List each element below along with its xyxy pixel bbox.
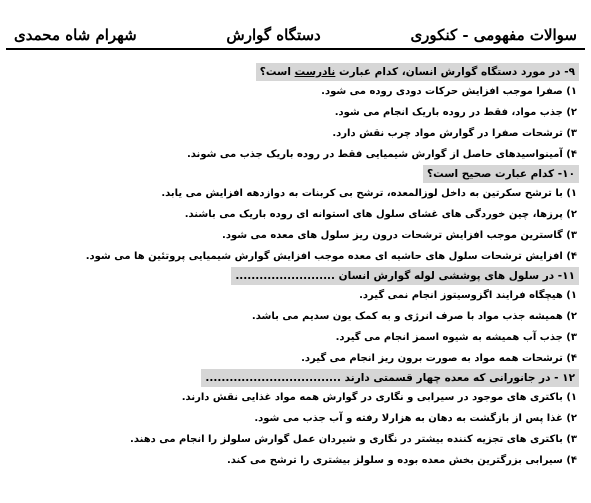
answer-option: ۲) غذا پس از بازگشت به دهان به هزارلا رفته و آب جذب می شود.	[254, 413, 577, 424]
answer-option: ۳) ترشحات صفرا در گوارش مواد چرب نقش دارد.	[332, 128, 577, 139]
question-stem: ۱۰- کدام عبارت صحیح است؟	[423, 165, 579, 183]
question-12	[7, 369, 579, 387]
question-stem: ۱۱- در سلول های پوششی لوله گوارش انسان .........................	[231, 267, 579, 285]
answer-option: ۳) جذب آب همیشه به شیوه اسمز انجام می گیرد.	[335, 332, 577, 343]
questions-list	[7, 60, 579, 471]
question-11	[7, 267, 579, 285]
question-10	[7, 165, 579, 183]
answer-option: ۴) افزایش ترشحات سلول های حاشیه ای معده موجب افزایش گوارش شیمیایی پروتئین ها می شود.	[85, 251, 577, 262]
answer-option: ۴) سیرابی بزرگترین بخش معده بوده و سلولز بیشتری را ترشح می کند.	[226, 455, 577, 466]
emphasis-word: نادرست	[294, 66, 336, 78]
author-name: شهرام شاه محمدی	[14, 26, 137, 44]
answer-option: ۲) همیشه جذب مواد با صرف انرژی و به کمک یون سدیم می باشد.	[251, 311, 577, 322]
answer-option: ۱) صفرا موجب افزایش حرکات دودی روده می شود.	[321, 86, 577, 97]
question-stem: ۹- در مورد دستگاه گوارش انسان، کدام عبارت نادرست است؟	[256, 63, 579, 81]
answer-option: ۴) ترشحات همه مواد به صورت برون ریز انجام می گیرد.	[301, 353, 577, 364]
answer-option: ۱) هیچگاه فرایند اگزوسیتوز انجام نمی گیرد.	[359, 290, 577, 301]
question-9	[7, 63, 579, 81]
answer-option: ۳) گاسترین موجب افزایش ترشحات درون ریز سلول های معده می شود.	[222, 230, 577, 241]
chapter-title: دستگاه گوارش	[226, 26, 321, 44]
page-header	[6, 22, 585, 50]
worksheet-title: سوالات مفهومی - کنکوری	[410, 26, 577, 44]
answer-option: ۴) آمینواسیدهای حاصل از گوارش شیمیایی فقط در روده باریک جذب می شوند.	[186, 149, 577, 160]
answer-option: ۲) پرزها، چین خوردگی های غشای سلول های استوانه ای روده باریک می باشند.	[184, 209, 577, 220]
answer-option: ۳) باکتری های تجزیه کننده بیشتر در نگاری و شیردان عمل گوارش سلولز را انجام می دهند.	[130, 434, 577, 445]
answer-option: ۲) جذب مواد، فقط در روده باریک انجام می شود.	[334, 107, 577, 118]
answer-option: ۱) باکتری های موجود در سیرابی و نگاری در گوارش همه مواد غذایی نقش دارند.	[181, 392, 577, 403]
answer-option: ۱) با ترشح سکرتین به داخل لوزالمعده، ترشح بی کربنات به دوازدهه افزایش می یابد.	[161, 188, 577, 199]
question-stem: ۱۲ - در جانورانی که معده چهار قسمتی دارند ..................................	[201, 369, 579, 387]
